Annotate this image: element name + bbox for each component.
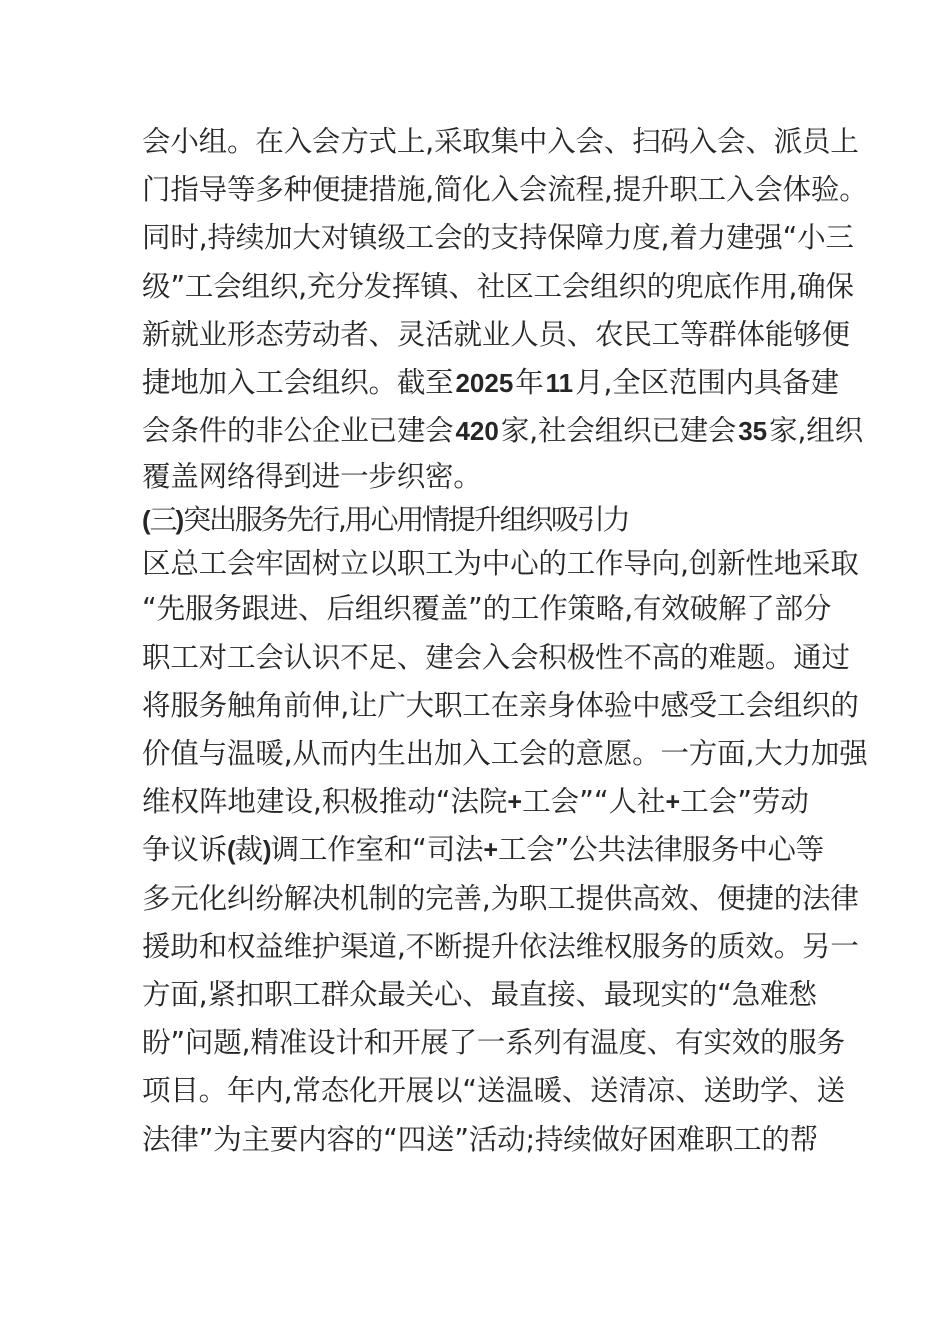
- paragraph-service-first-body: [142, 542, 868, 1163]
- text-line: 捷 地 加 入 工 会 组 织 。 截 至 2025 年 11 月 , 全 区 范 围 内 具 备 建: [142, 366, 839, 400]
- text-line: 级 ” 工 会 组 织 , 充 分 发 挥 镇 、 社 区 工 会 组 织 的 兜 底 作 用 , 确 保: [142, 269, 854, 303]
- text-line: 维 权 阵 地 建 设 , 积 极 推 动 “ 法 院 + 工 会 ” “ 人 社 + 工 会 ” 劳 动: [142, 785, 809, 819]
- text-line: 职 工 对 工 会 认 识 不 足 、 建 会 入 会 积 极 性 不 高 的 难 题 。 通 过: [142, 640, 850, 674]
- text-line: 覆盖网络得到进一步织密。: [142, 460, 482, 494]
- heading-line: (三)突出服务先行,用心用情提升组织吸引力: [142, 503, 629, 537]
- text-line: 会 小 组 。 在 入 会 方 式 上 , 采 取 集 中 入 会 、 扫 码 入 会 、 派 员 上: [142, 125, 859, 158]
- text-line: 新 就 业 形 态 劳 动 者 、 灵 活 就 业 人 员 、 农 民 工 等 群 体 能 够 便: [142, 317, 850, 351]
- text-line: 法 律 ” 为 主 要 内 容 的 “ 四 送 ” 活 动 ; 持 续 做 好 困 难 职 工 的 帮: [142, 1122, 819, 1156]
- text-line: 同 时 , 持 续 加 大 对 镇 级 工 会 的 支 持 保 障 力 度 , 着 力 建 强 “ 小 三: [142, 221, 854, 255]
- text-line: 将 服 务 触 角 前 伸 , 让 广 大 职 工 在 亲 身 体 验 中 感 受 工 会 组 织 的: [142, 688, 859, 722]
- text-line: 争 议 诉 ( 裁 ) 调 工 作 室 和 “ 司 法 + 工 会 ” 公 共 法 律 服 务 中 心 等: [142, 833, 824, 867]
- section-heading-service-first: [142, 498, 809, 542]
- paragraph-union-entry-methods: [142, 118, 868, 498]
- text-line: 援 助 和 权 益 维 护 渠 道 , 不 断 提 升 依 法 维 权 服 务 的 质 效 。 另 一: [142, 929, 859, 963]
- text-line: 会 条 件 的 非 公 企 业 已 建 会 420 家 , 社 会 组 织 已 建 会 35 家 , 组 织: [142, 414, 863, 448]
- text-line: 价 值 与 温 暖 , 从 而 内 生 出 加 入 工 会 的 意 愿 。 一 方 面 , 大 力 加 强: [142, 737, 868, 771]
- document-body: [142, 118, 868, 1164]
- text-line: 盼 ” 问 题 , 精 准 设 计 和 开 展 了 一 系 列 有 温 度 、 有 实 效 的 服 务: [142, 1026, 845, 1060]
- text-line: 区 总 工 会 牢 固 树 立 以 职 工 为 中 心 的 工 作 导 向 , 创 新 性 地 采 取: [142, 547, 859, 581]
- text-line: 方 面 , 紧 扣 职 工 群 众 最 关 心 、 最 直 接 、 最 现 实 的 “ 急 难 愁: [142, 978, 817, 1012]
- text-line: 项 目 。 年 内 , 常 态 化 开 展 以 “ 送 温 暖 、 送 清 凉 、 送 助 学 、 送: [142, 1074, 845, 1108]
- text-line: 多 元 化 纠 纷 解 决 机 制 的 完 善 , 为 职 工 提 供 高 效 、 便 捷 的 法 律: [142, 881, 859, 915]
- text-line: 门 指 导 等 多 种 便 捷 措 施 , 简 化 入 会 流 程 , 提 升 职 工 入 会 体 验 。: [142, 173, 868, 207]
- text-line: “ 先 服 务 跟 进 、 后 组 织 覆 盖 ” 的 工 作 策 略 , 有 效 破 解 了 部 分: [142, 592, 832, 626]
